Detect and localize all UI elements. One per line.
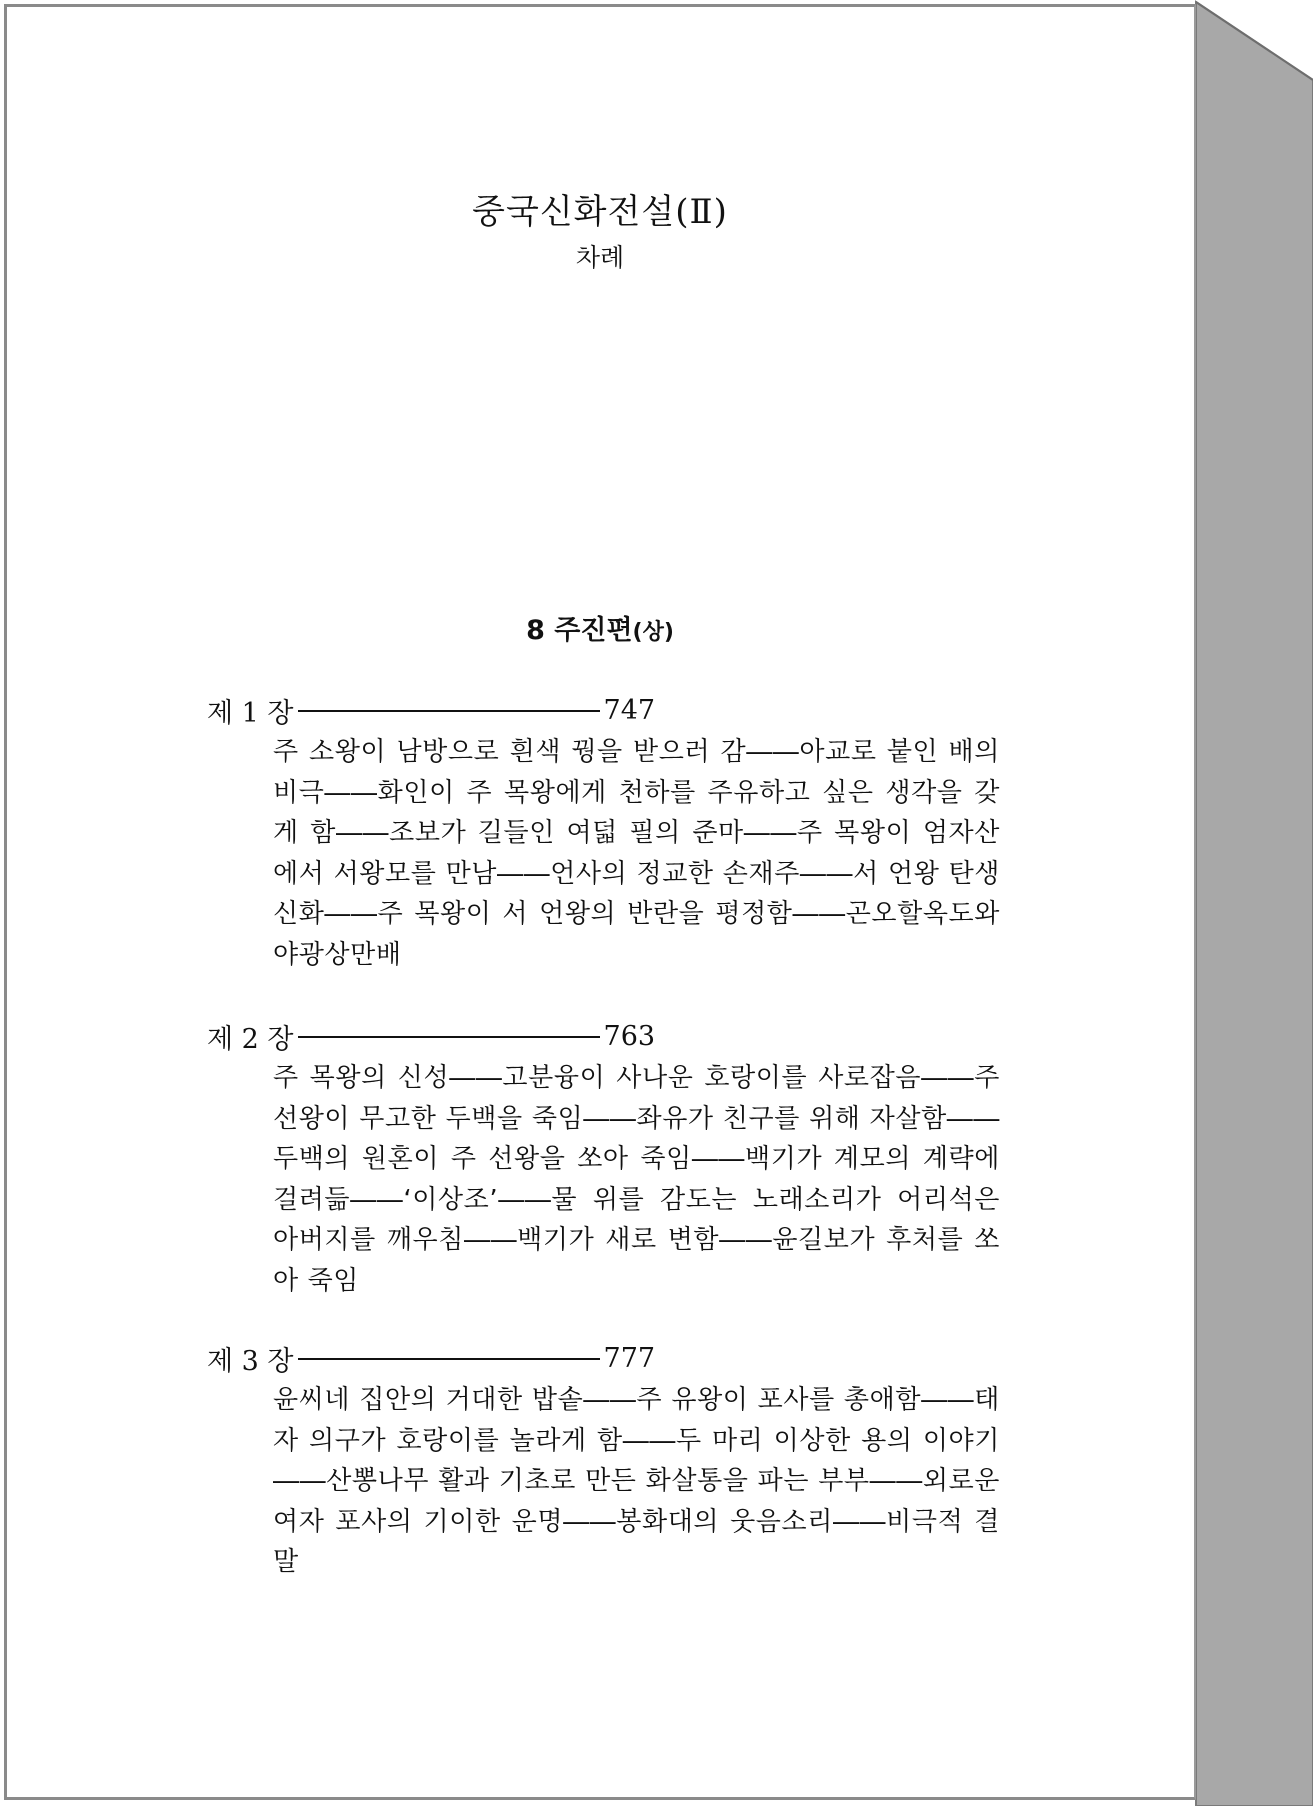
toc-entry-chapter-1[interactable] xyxy=(207,688,1007,975)
toc-heading: 차례 xyxy=(575,243,625,272)
chapter-heading xyxy=(207,1336,1007,1380)
chapter-label: 제 1 장 xyxy=(207,697,294,729)
chapter-contents: 주 소왕이 남방으로 흰색 꿩을 받으러 감――아교로 붙인 배의 비극――화인이 주 목왕에게 천하를 주유하고 싶은 생각을 갖게 함――조보가 길들인 여덟 필의 준마――주 목왕이 엄자산에서 서왕모를 만남――언사의 정교한 손재주――서 언왕 탄생 신화――주 목왕이 서 언왕의 반란을 평정함――곤오할옥도와 야광상만배 xyxy=(273,737,1000,970)
chapter-page-number: 763 xyxy=(603,1020,656,1052)
chapter-label: 제 3 장 xyxy=(207,1345,294,1377)
chapter-page-number: 747 xyxy=(603,694,656,726)
toc-entry-chapter-2[interactable] xyxy=(207,1014,1007,1301)
chapter-heading xyxy=(207,688,1007,732)
chapter-heading xyxy=(207,1014,1007,1058)
chapter-contents: 윤씨네 집안의 거대한 밥솥――주 유왕이 포사를 총애함――태자 의구가 호랑이를 놀라게 함――두 마리 이상한 용의 이야기――산뽕나무 활과 기초로 만든 화살통을 파는 부부――외로운 여자 포사의 기이한 운명――봉화대의 웃음소리――비극적 결말 xyxy=(273,1385,1000,1577)
leader-rule xyxy=(298,1036,600,1038)
chapter-page-number: 777 xyxy=(603,1342,656,1374)
toc-entry-chapter-3[interactable] xyxy=(207,1336,1007,1583)
part-label: 8 주진편 xyxy=(526,615,633,646)
leader-rule xyxy=(298,1358,600,1360)
book-title: 중국신화전설(Ⅱ) xyxy=(472,192,728,232)
chapter-contents: 주 목왕의 신성――고분융이 사나운 호랑이를 사로잡음――주 선왕이 무고한 두백을 죽임――좌유가 친구를 위해 자살함――두백의 원혼이 주 선왕을 쏘아 죽임――백기가 계모의 계략에 걸려듦――‘이상조’――물 위를 감도는 노래소리가 어리석은 아버지를 깨우침――백기가 새로 변함――윤길보가 후처를 쏘아 죽임 xyxy=(273,1063,1000,1296)
chapter-label: 제 2 장 xyxy=(207,1023,294,1055)
leader-rule xyxy=(298,710,600,712)
part-suffix: (상) xyxy=(632,620,674,645)
part-heading xyxy=(0,608,1200,647)
